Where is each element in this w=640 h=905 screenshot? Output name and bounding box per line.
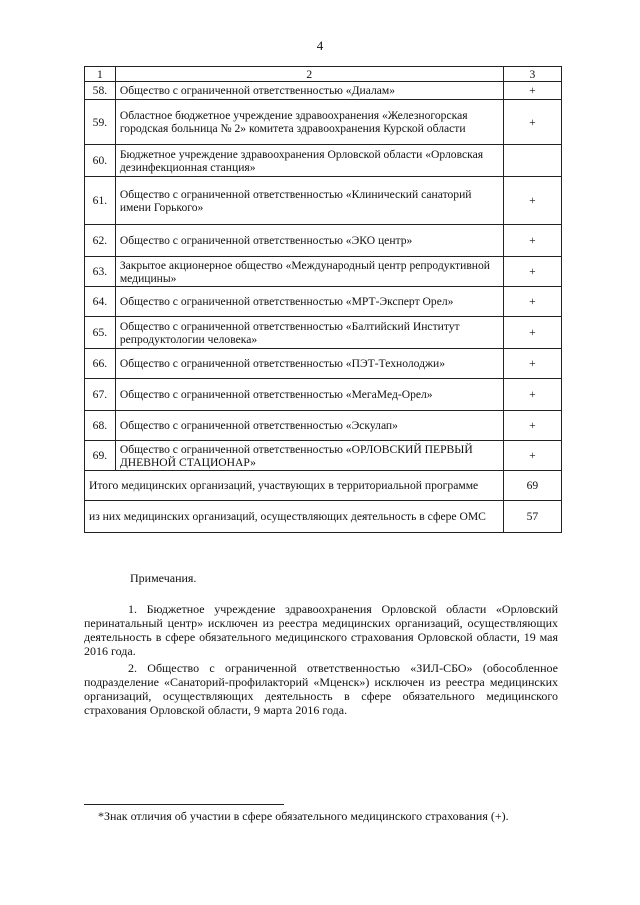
organization-name: Общество с ограниченной ответственностью «МегаМед-Орел»	[115, 379, 503, 411]
organization-name: Общество с ограниченной ответственностью «ОРЛОВСКИЙ ПЕРВЫЙ ДНЕВНОЙ СТАЦИОНАР»	[115, 441, 503, 471]
header-col-1: 1	[85, 67, 116, 82]
row-number: 64.	[85, 287, 116, 317]
total-row	[85, 501, 562, 533]
organization-name: Общество с ограниченной ответственностью «МРТ-Эксперт Орел»	[115, 287, 503, 317]
table-row	[85, 441, 562, 471]
table-header-row	[85, 67, 562, 82]
row-number: 67.	[85, 379, 116, 411]
registry-table-body	[85, 67, 562, 533]
page-number: 4	[316, 38, 324, 53]
table-row	[85, 145, 562, 177]
organization-name: Областное бюджетное учреждение здравоохранения «Железногорская городская больница № 2» комитета здравоохранения Курской области	[115, 100, 503, 145]
organization-name: Закрытое акционерное общество «Международный центр репродуктивной медицины»	[115, 257, 503, 287]
oms-mark: +	[503, 287, 561, 317]
oms-mark	[503, 145, 561, 177]
row-number: 66.	[85, 349, 116, 379]
organization-name: Общество с ограниченной ответственностью «ПЭТ-Технолоджи»	[115, 349, 503, 379]
notes-title: Примечания.	[130, 571, 197, 585]
table-row	[85, 225, 562, 257]
header-col-2: 2	[115, 67, 503, 82]
oms-mark: +	[503, 441, 561, 471]
table-row	[85, 287, 562, 317]
total-row	[85, 471, 562, 501]
organization-name: Общество с ограниченной ответственностью «Клинический санаторий имени Горького»	[115, 177, 503, 225]
row-number: 59.	[85, 100, 116, 145]
header-col-3: 3	[503, 67, 561, 82]
organization-name: Бюджетное учреждение здравоохранения Орловской области «Орловская дезинфекционная станция»	[115, 145, 503, 177]
oms-mark: +	[503, 349, 561, 379]
footnote-divider	[84, 804, 284, 805]
oms-mark: +	[503, 225, 561, 257]
note-2	[84, 661, 558, 717]
oms-mark: +	[503, 100, 561, 145]
table-row	[85, 317, 562, 349]
table-row	[85, 257, 562, 287]
oms-mark: +	[503, 411, 561, 441]
row-number: 61.	[85, 177, 116, 225]
row-number: 65.	[85, 317, 116, 349]
organization-name: Общество с ограниченной ответственностью «Диалам»	[115, 82, 503, 100]
total-value: 69	[503, 471, 561, 501]
oms-mark: +	[503, 82, 561, 100]
note-1	[84, 602, 558, 658]
oms-mark: +	[503, 257, 561, 287]
row-number: 58.	[85, 82, 116, 100]
table-row	[85, 82, 562, 100]
total-label: Итого медицинских организаций, участвующих в территориальной программе	[85, 471, 504, 501]
note-2-text: 2. Общество с ограниченной ответственностью «ЗИЛ-СБО» (обособленное подразделение «Санаторий-профилакторий «Мценск») исключен из реестра медицинских организаций, осуществляющих деятельность в сфере обязательного медицинского страхования Орловской области, 9 марта 2016 года.	[84, 661, 558, 717]
total-label: из них медицинских организаций, осуществляющих деятельность в сфере ОМС	[85, 501, 504, 533]
row-number: 60.	[85, 145, 116, 177]
note-1-text: 1. Бюджетное учреждение здравоохранения Орловской области «Орловский перинатальный центр» исключен из реестра медицинских организаций, осуществляющих деятельность в сфере обязательного медицинского страхования Орловской области, 19 мая 2016 года.	[84, 602, 558, 658]
organization-name: Общество с ограниченной ответственностью «Эскулап»	[115, 411, 503, 441]
table-row	[85, 177, 562, 225]
table-row	[85, 379, 562, 411]
table-row	[85, 349, 562, 379]
table-row	[85, 100, 562, 145]
oms-mark: +	[503, 317, 561, 349]
row-number: 63.	[85, 257, 116, 287]
table-row	[85, 411, 562, 441]
footnote: *Знак отличия об участии в сфере обязательного медицинского страхования (+).	[98, 809, 509, 823]
oms-mark: +	[503, 177, 561, 225]
registry-table	[84, 66, 562, 533]
row-number: 62.	[85, 225, 116, 257]
row-number: 68.	[85, 411, 116, 441]
row-number: 69.	[85, 441, 116, 471]
oms-mark: +	[503, 379, 561, 411]
organization-name: Общество с ограниченной ответственностью «Балтийский Институт репродуктологии человека»	[115, 317, 503, 349]
total-value: 57	[503, 501, 561, 533]
organization-name: Общество с ограниченной ответственностью «ЭКО центр»	[115, 225, 503, 257]
